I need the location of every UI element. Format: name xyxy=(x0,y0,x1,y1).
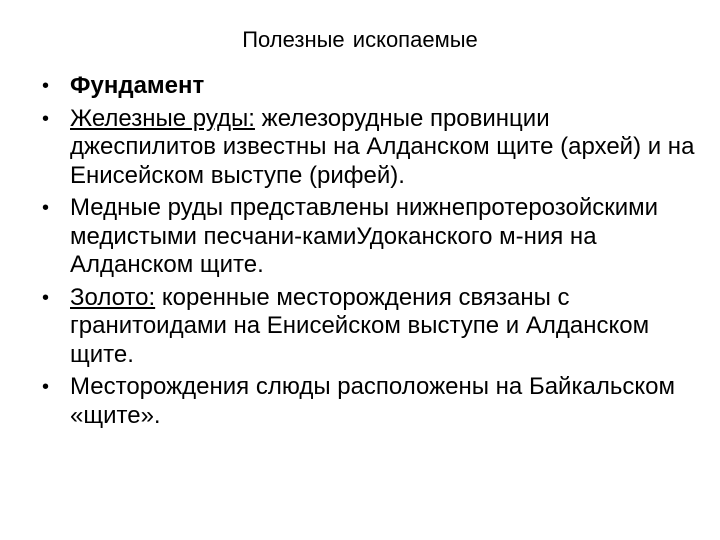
bullet-label: Фундамент xyxy=(70,72,205,99)
bullet-item-copper-ores xyxy=(42,194,702,280)
bullet-item-mica xyxy=(42,373,702,430)
bullet-dot-icon: • xyxy=(42,286,50,309)
bullet-label: Железные руды: xyxy=(70,104,255,132)
bullet-dot-icon: • xyxy=(42,376,50,398)
bullet-text: Медные руды представлены нижнепротерозойскими медистыми песчани-камиУдоканского м-ния на Алданском щите. xyxy=(70,194,659,278)
bullet-label: Золото: xyxy=(70,283,156,311)
bullet-text: Месторождения слюды расположены на Байкальском «щите». xyxy=(70,373,675,429)
bullet-item-gold xyxy=(42,284,702,370)
bullet-dot-icon: • xyxy=(42,75,50,97)
bullet-text: коренные месторождения связаны с гранитоидами на Енисейском выступе и Алданском щите. xyxy=(70,283,650,368)
bullet-dot-icon: • xyxy=(42,197,50,219)
bullet-dot-icon: • xyxy=(42,107,50,130)
bullet-text: железорудные провинции джеспилитов известны на Алданском щите (архей) и на Енисейском выступе (рифей). xyxy=(70,104,695,189)
slide-title: Полезные ископаемые xyxy=(242,27,478,52)
bullet-item-iron-ores xyxy=(42,105,702,191)
bullet-item-foundation xyxy=(42,72,702,101)
bullet-list xyxy=(42,72,702,434)
